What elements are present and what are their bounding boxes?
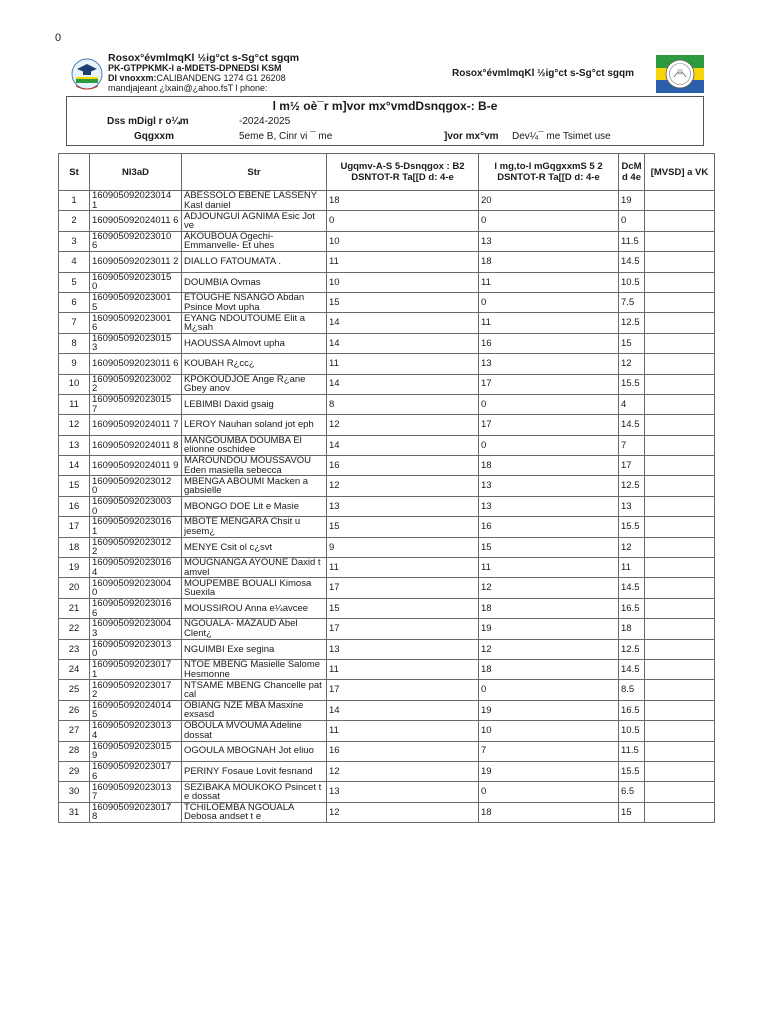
row-matricule: 160905092023010 6 [90, 231, 182, 251]
row-index: 29 [59, 761, 90, 781]
row-observation [645, 415, 715, 435]
row-index: 2 [59, 211, 90, 231]
row-observation [645, 598, 715, 618]
flag-seal-icon [656, 55, 704, 93]
year-value: -2024-2025 [239, 116, 291, 127]
row-student-name: MBENGA ABOUMI Macken a gabsielle [182, 476, 327, 496]
table-row [59, 476, 715, 496]
row-student-name: MOUSSIROU Anna e¼avcee [182, 598, 327, 618]
table-row [59, 292, 715, 312]
row-matricule: 160905092023013 7 [90, 782, 182, 802]
row-note2: 11 [479, 558, 619, 578]
row-average: 16.5 [619, 598, 645, 618]
row-note1: 11 [327, 721, 479, 741]
row-observation [645, 761, 715, 781]
row-note1: 17 [327, 578, 479, 598]
row-note2: 18 [479, 598, 619, 618]
row-note1: 9 [327, 537, 479, 557]
row-index: 31 [59, 802, 90, 822]
table-row [59, 700, 715, 720]
school-name-right: Rosox°évmlmqKl ½ig°ct s-Sg°ct sgqm [452, 68, 635, 79]
row-observation [645, 394, 715, 414]
row-note2: 17 [479, 374, 619, 394]
row-student-name: ETOUGHE NSANGO Abdan Psince Movt upha [182, 292, 327, 312]
row-average: 12 [619, 537, 645, 557]
row-student-name: MBOTE MENGARA Chsit u jesem¿ [182, 517, 327, 537]
row-observation [645, 435, 715, 455]
row-note2: 18 [479, 252, 619, 272]
row-observation [645, 496, 715, 516]
address-label: DI vnoxxm: [108, 73, 157, 83]
row-index: 17 [59, 517, 90, 537]
row-index: 22 [59, 619, 90, 639]
table-row [59, 252, 715, 272]
row-note1: 11 [327, 354, 479, 374]
table-row [59, 680, 715, 700]
header-index: St [59, 154, 90, 191]
row-matricule: 160905092023017 1 [90, 659, 182, 679]
row-note1: 12 [327, 415, 479, 435]
row-index: 3 [59, 231, 90, 251]
row-observation [645, 272, 715, 292]
row-average: 11.5 [619, 741, 645, 761]
table-row [59, 578, 715, 598]
row-matricule: 160905092023012 0 [90, 476, 182, 496]
row-matricule: 160905092023016 4 [90, 558, 182, 578]
row-average: 19 [619, 191, 645, 211]
row-note1: 11 [327, 659, 479, 679]
row-index: 14 [59, 456, 90, 476]
address-value: CALIBANDENG 1274 G1 26208 [156, 73, 286, 83]
row-average: 12.5 [619, 639, 645, 659]
row-index: 12 [59, 415, 90, 435]
grades-table [58, 153, 715, 823]
row-average: 4 [619, 394, 645, 414]
row-average: 14.5 [619, 252, 645, 272]
row-note1: 17 [327, 619, 479, 639]
table-row [59, 191, 715, 211]
row-note2: 0 [479, 680, 619, 700]
row-note2: 18 [479, 802, 619, 822]
row-observation [645, 292, 715, 312]
row-average: 11 [619, 558, 645, 578]
row-average: 14.5 [619, 415, 645, 435]
row-student-name: NGUIMBI Exe segina [182, 639, 327, 659]
row-observation [645, 191, 715, 211]
row-student-name: ABESSOLO EBENE LASSENY Kasl daniel [182, 191, 327, 211]
row-index: 24 [59, 659, 90, 679]
row-index: 19 [59, 558, 90, 578]
school-name: Rosox°évmlmqKl ½ig°ct s-Sg°ct sgqm [108, 52, 300, 64]
row-note1: 12 [327, 802, 479, 822]
row-student-name: NTOE MBENG Masielle Salome Hesmonne [182, 659, 327, 679]
row-note1: 14 [327, 374, 479, 394]
row-student-name: OBOULA MVOUMA Adeline dossat [182, 721, 327, 741]
row-index: 6 [59, 292, 90, 312]
row-note2: 20 [479, 191, 619, 211]
row-note2: 13 [479, 354, 619, 374]
row-note2: 13 [479, 231, 619, 251]
row-matricule: 160905092024011 7 [90, 415, 182, 435]
row-matricule: 160905092024011 9 [90, 456, 182, 476]
row-student-name: NGOUALA- MAZAUD Abel Clent¿ [182, 619, 327, 639]
row-average: 7 [619, 435, 645, 455]
row-note2: 17 [479, 415, 619, 435]
row-average: 15.5 [619, 517, 645, 537]
table-row [59, 374, 715, 394]
row-index: 11 [59, 394, 90, 414]
document-title: l m½ oè¯r m]vor mx°vmdDsnqgox-: B-e [272, 99, 498, 113]
row-observation [645, 252, 715, 272]
row-matricule: 160905092023017 8 [90, 802, 182, 822]
row-matricule: 160905092023014 1 [90, 191, 182, 211]
row-note1: 15 [327, 598, 479, 618]
row-note2: 0 [479, 435, 619, 455]
row-average: 12.5 [619, 313, 645, 333]
table-row [59, 394, 715, 414]
row-matricule: 160905092023001 6 [90, 313, 182, 333]
header-note1: Ugqmv-A-S 5-Dsnqgox : B2 DSNTOT-R Ta[[D d: 4-e [327, 154, 479, 191]
row-observation [645, 558, 715, 578]
row-matricule: 160905092023004 0 [90, 578, 182, 598]
row-student-name: PERINY Fosaue Lovit fesnand [182, 761, 327, 781]
row-average: 0 [619, 211, 645, 231]
row-note2: 19 [479, 700, 619, 720]
table-row [59, 496, 715, 516]
row-student-name: AKOUBOUA Ogechi-Emmanvelle- Et uhes [182, 231, 327, 251]
row-average: 14.5 [619, 659, 645, 679]
row-observation [645, 659, 715, 679]
row-average: 12.5 [619, 476, 645, 496]
row-matricule: 160905092023016 1 [90, 517, 182, 537]
row-index: 26 [59, 700, 90, 720]
table-row [59, 802, 715, 822]
row-index: 30 [59, 782, 90, 802]
header-average: DcM d 4e [619, 154, 645, 191]
row-matricule: 160905092023013 4 [90, 721, 182, 741]
table-row [59, 333, 715, 353]
row-observation [645, 619, 715, 639]
table-row [59, 354, 715, 374]
subject-label: ]vor mx°vm [444, 131, 499, 142]
class-label: Gqgxxm [134, 131, 175, 142]
row-observation [645, 741, 715, 761]
row-student-name: EYANG NDOUTOUME Elit a M¿sah [182, 313, 327, 333]
school-contact-line: mandjajeant ¿lxain@¿ahoo.fsT l phone: [108, 83, 268, 93]
header-note2: l mg,to-l mGqgxxmS 5 2 DSNTOT-R Ta[[D d: 4-e [479, 154, 619, 191]
row-average: 14.5 [619, 578, 645, 598]
row-student-name: DOUMBIA Ovmas [182, 272, 327, 292]
table-header-row [59, 154, 715, 191]
row-note1: 13 [327, 496, 479, 516]
row-student-name: MOUGNANGA AYOUNE Daxid t amvel [182, 558, 327, 578]
row-student-name: MBONGO DOE Lit e Masie [182, 496, 327, 516]
page-number: 0 [55, 32, 62, 44]
row-average: 10.5 [619, 272, 645, 292]
row-observation [645, 456, 715, 476]
table-row [59, 456, 715, 476]
row-average: 12 [619, 354, 645, 374]
row-student-name: MENYE Csit ol c¿svt [182, 537, 327, 557]
row-index: 18 [59, 537, 90, 557]
school-ministry-line: PK-GTPPKMK-l a-MDETS-DPNEDSI KSM [108, 63, 282, 73]
table-row [59, 598, 715, 618]
table-row [59, 272, 715, 292]
row-note2: 19 [479, 761, 619, 781]
row-matricule: 160905092023013 0 [90, 639, 182, 659]
row-note1: 14 [327, 700, 479, 720]
row-note2: 18 [479, 456, 619, 476]
row-observation [645, 782, 715, 802]
row-student-name: LEBIMBI Daxid gsaig [182, 394, 327, 414]
row-index: 4 [59, 252, 90, 272]
row-average: 16.5 [619, 700, 645, 720]
row-note1: 13 [327, 639, 479, 659]
row-observation [645, 721, 715, 741]
school-header [108, 53, 299, 93]
row-matricule: 160905092023015 3 [90, 333, 182, 353]
table-row [59, 313, 715, 333]
row-average: 10.5 [619, 721, 645, 741]
row-observation [645, 578, 715, 598]
row-matricule: 160905092023017 2 [90, 680, 182, 700]
row-note1: 12 [327, 761, 479, 781]
table-row [59, 558, 715, 578]
table-row [59, 721, 715, 741]
row-note1: 18 [327, 191, 479, 211]
row-student-name: TCHILOEMBA NGOUALA Debosa andset t e [182, 802, 327, 822]
row-observation [645, 476, 715, 496]
row-observation [645, 333, 715, 353]
table-row [59, 639, 715, 659]
row-matricule: 160905092024014 5 [90, 700, 182, 720]
row-index: 28 [59, 741, 90, 761]
row-student-name: ADJOUNGUI AGNIMA Esic Jot ve [182, 211, 327, 231]
row-observation [645, 231, 715, 251]
table-row [59, 415, 715, 435]
row-matricule: 160905092023001 5 [90, 292, 182, 312]
row-student-name: HAOUSSA Almovt upha [182, 333, 327, 353]
row-note2: 16 [479, 517, 619, 537]
table-row [59, 659, 715, 679]
row-student-name: OGOULA MBOGNAH Jot eliuo [182, 741, 327, 761]
row-matricule: 160905092023011 2 [90, 252, 182, 272]
table-row [59, 741, 715, 761]
row-note1: 11 [327, 252, 479, 272]
row-note2: 18 [479, 659, 619, 679]
row-student-name: MOUPEMBE BOUALI Kimosa Suexila [182, 578, 327, 598]
row-matricule: 160905092023003 0 [90, 496, 182, 516]
row-average: 17 [619, 456, 645, 476]
row-note1: 0 [327, 211, 479, 231]
row-note1: 12 [327, 476, 479, 496]
row-student-name: MAROUNDOU MOUSSAVOU Eden masiella sebecca [182, 456, 327, 476]
table-row [59, 761, 715, 781]
row-index: 21 [59, 598, 90, 618]
row-average: 6.5 [619, 782, 645, 802]
school-address-line [108, 73, 299, 83]
row-index: 16 [59, 496, 90, 516]
row-note2: 7 [479, 741, 619, 761]
row-index: 13 [59, 435, 90, 455]
row-note2: 19 [479, 619, 619, 639]
row-note2: 10 [479, 721, 619, 741]
row-student-name: MANGOUMBA DOUMBA El elionne oschidee [182, 435, 327, 455]
row-matricule: 160905092023015 9 [90, 741, 182, 761]
row-index: 10 [59, 374, 90, 394]
row-observation [645, 211, 715, 231]
row-average: 7.5 [619, 292, 645, 312]
row-index: 5 [59, 272, 90, 292]
row-average: 15 [619, 802, 645, 822]
row-matricule: 160905092023017 6 [90, 761, 182, 781]
row-index: 20 [59, 578, 90, 598]
class-value: 5eme B, Cinr vi ¯ me [239, 131, 333, 142]
row-observation [645, 680, 715, 700]
row-average: 15 [619, 333, 645, 353]
row-matricule: 160905092023002 2 [90, 374, 182, 394]
table-row [59, 435, 715, 455]
row-note1: 16 [327, 456, 479, 476]
row-index: 8 [59, 333, 90, 353]
row-index: 25 [59, 680, 90, 700]
row-student-name: KPOKOUDJOE Ange R¿ane Gbey anov [182, 374, 327, 394]
row-matricule: 160905092023015 7 [90, 394, 182, 414]
row-index: 7 [59, 313, 90, 333]
row-student-name: KOUBAH R¿cc¿ [182, 354, 327, 374]
row-matricule: 160905092023012 2 [90, 537, 182, 557]
row-matricule: 160905092023004 3 [90, 619, 182, 639]
table-row [59, 619, 715, 639]
row-observation [645, 313, 715, 333]
year-label: Dss mDigl r o¼m [107, 116, 189, 127]
row-student-name: OBIANG NZE MBA Masxine exsasd [182, 700, 327, 720]
row-observation [645, 802, 715, 822]
row-note1: 14 [327, 333, 479, 353]
row-index: 27 [59, 721, 90, 741]
row-observation [645, 537, 715, 557]
row-note2: 0 [479, 782, 619, 802]
row-index: 1 [59, 191, 90, 211]
row-observation [645, 517, 715, 537]
row-note1: 11 [327, 558, 479, 578]
row-average: 18 [619, 619, 645, 639]
row-observation [645, 700, 715, 720]
row-note1: 10 [327, 231, 479, 251]
table-row [59, 211, 715, 231]
row-matricule: 160905092023011 6 [90, 354, 182, 374]
row-average: 8.5 [619, 680, 645, 700]
table-row [59, 537, 715, 557]
row-note1: 14 [327, 313, 479, 333]
row-observation [645, 639, 715, 659]
row-note1: 8 [327, 394, 479, 414]
header-observation: [MVSD] a VK [645, 154, 715, 191]
row-matricule: 160905092023016 6 [90, 598, 182, 618]
row-note1: 13 [327, 782, 479, 802]
row-average: 15.5 [619, 761, 645, 781]
school-logo-icon [70, 58, 104, 92]
row-note2: 0 [479, 394, 619, 414]
row-average: 13 [619, 496, 645, 516]
row-student-name: LEROY Nauhan soland jot eph [182, 415, 327, 435]
row-note2: 16 [479, 333, 619, 353]
row-note2: 12 [479, 578, 619, 598]
row-note2: 15 [479, 537, 619, 557]
row-note2: 13 [479, 496, 619, 516]
row-note1: 10 [327, 272, 479, 292]
header-name: Str [182, 154, 327, 191]
row-student-name: SEZIBAKA MOUKOKO Psincet t e dossat [182, 782, 327, 802]
row-matricule: 160905092024011 6 [90, 211, 182, 231]
header-matricule: Nl3aD [90, 154, 182, 191]
table-row [59, 231, 715, 251]
row-index: 23 [59, 639, 90, 659]
row-note2: 11 [479, 313, 619, 333]
row-note1: 16 [327, 741, 479, 761]
row-average: 15.5 [619, 374, 645, 394]
row-note1: 17 [327, 680, 479, 700]
row-student-name: NTSAME MBENG Chancelle pat cal [182, 680, 327, 700]
row-note2: 0 [479, 211, 619, 231]
row-student-name: DIALLO FATOUMATA . [182, 252, 327, 272]
table-row [59, 782, 715, 802]
row-matricule: 160905092024011 8 [90, 435, 182, 455]
document-info-box [66, 96, 704, 146]
row-index: 15 [59, 476, 90, 496]
row-note2: 11 [479, 272, 619, 292]
row-note1: 15 [327, 517, 479, 537]
row-observation [645, 354, 715, 374]
table-row [59, 517, 715, 537]
row-matricule: 160905092023015 0 [90, 272, 182, 292]
row-note2: 12 [479, 639, 619, 659]
row-observation [645, 374, 715, 394]
row-note2: 13 [479, 476, 619, 496]
subject-value: Dev¼¯ me Tsimet use [512, 131, 611, 142]
row-index: 9 [59, 354, 90, 374]
row-average: 11.5 [619, 231, 645, 251]
row-note1: 15 [327, 292, 479, 312]
row-note1: 14 [327, 435, 479, 455]
row-note2: 0 [479, 292, 619, 312]
